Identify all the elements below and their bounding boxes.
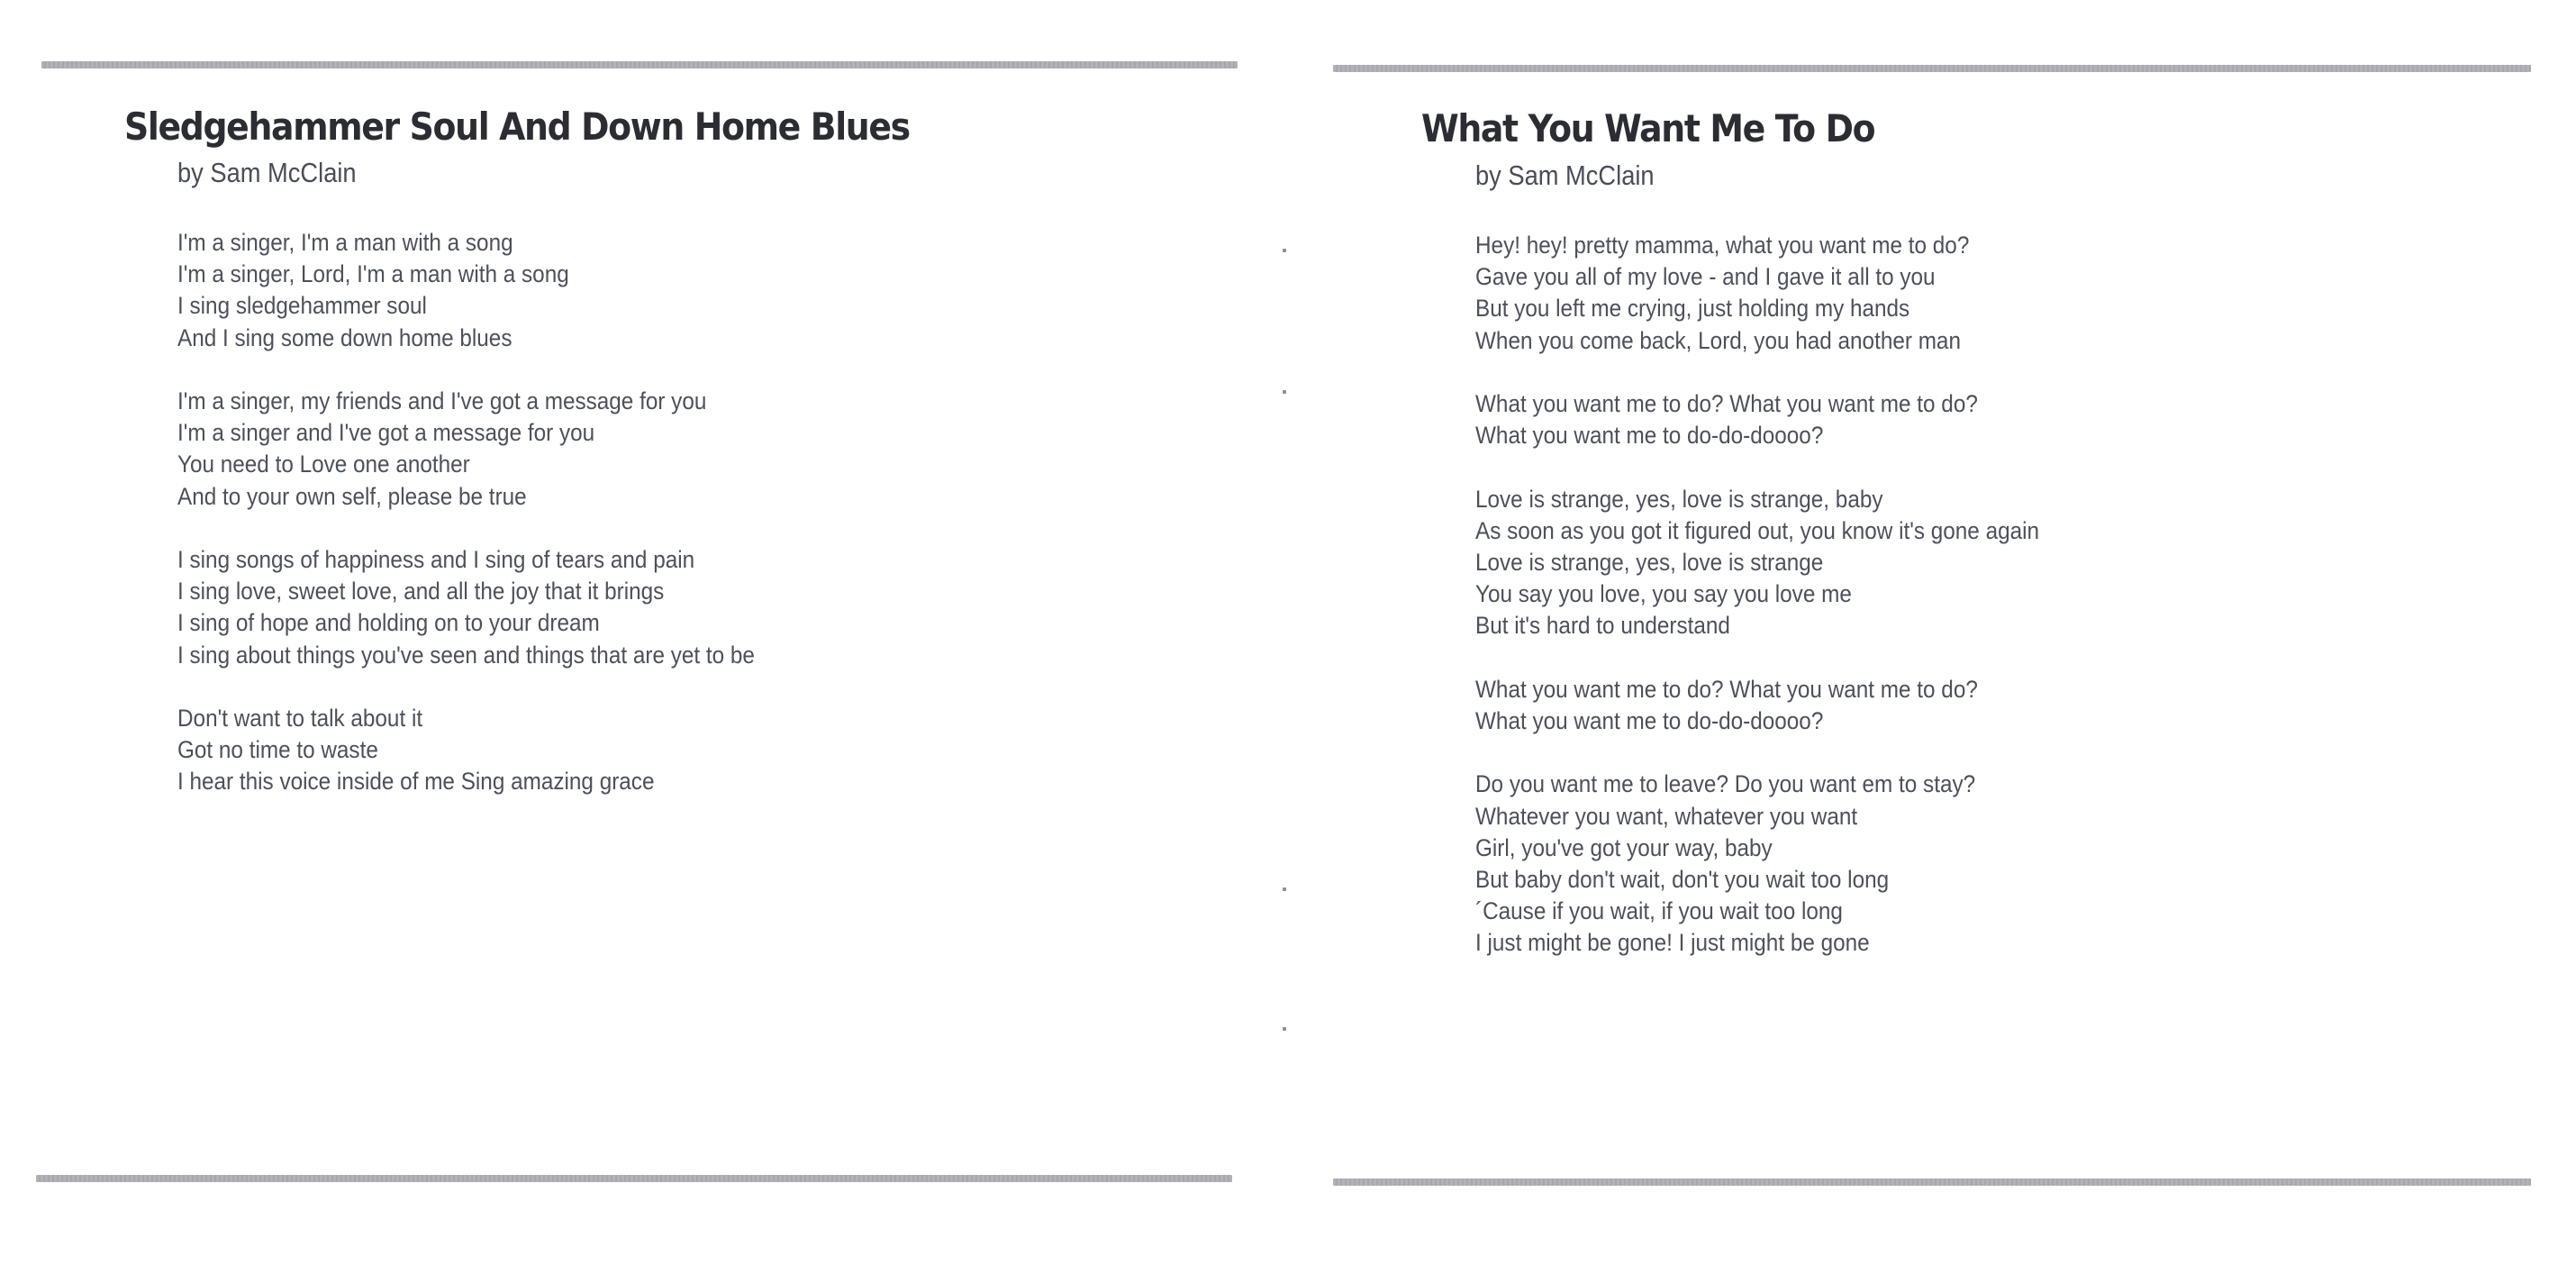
verse	[177, 227, 755, 354]
left-page	[0, 0, 1234, 1265]
lyric-line: What you want me to do? What you want me to do?	[1475, 675, 1978, 703]
song-title: What You Want Me To Do	[1421, 106, 1875, 150]
lyrics	[177, 227, 755, 830]
gutter-mark	[1283, 1027, 1286, 1031]
verse	[1475, 484, 2039, 642]
lyric-line: But it's hard to understand	[1475, 612, 1730, 640]
lyric-line: Do you want me to leave? Do you want em to stay?	[1475, 770, 1976, 798]
lyric-line: I sing sledgehammer soul	[177, 292, 427, 320]
lyric-line: I sing about things you've seen and things that are yet to be	[177, 641, 755, 669]
lyric-line: I just might be gone! I just might be gone	[1475, 929, 1870, 957]
lyric-line: I'm a singer, I'm a man with a song	[177, 229, 513, 256]
lyric-line: I'm a singer, Lord, I'm a man with a song	[177, 260, 569, 288]
gutter-mark	[1283, 390, 1286, 394]
lyric-line: Gave you all of my love - and I gave it all to you	[1475, 263, 1936, 291]
lyric-line: I sing of hope and holding on to your dream	[177, 609, 600, 637]
lyric-line: As soon as you got it figured out, you know it's gone again	[1475, 516, 2040, 544]
lyric-line: You say you love, you say you love me	[1475, 580, 1852, 608]
bottom-rule	[1333, 1179, 2531, 1186]
lyric-line: I'm a singer and I've got a message for you	[177, 419, 595, 447]
lyric-line: But baby don't wait, don't you wait too long	[1475, 866, 1890, 893]
lyric-line: What you want me to do-do-doooo?	[1475, 422, 1824, 450]
lyric-line: Don't want to talk about it	[177, 705, 423, 732]
lyric-line: What you want me to do? What you want me to do?	[1475, 390, 1978, 417]
top-rule	[1333, 65, 2531, 72]
lyric-line: Love is strange, yes, love is strange, baby	[1475, 485, 1883, 513]
lyric-line: When you come back, Lord, you had another man	[1475, 326, 1961, 354]
gutter-mark	[1283, 249, 1286, 252]
verse	[177, 386, 755, 513]
lyric-line: And to your own self, please be true	[177, 482, 527, 510]
top-rule	[41, 61, 1238, 68]
lyric-line: Got no time to waste	[177, 736, 378, 764]
verse	[1475, 674, 2039, 737]
verse	[177, 544, 755, 671]
lyric-line: I sing songs of happiness and I sing of tears and pain	[177, 546, 695, 573]
verse	[1475, 230, 2039, 357]
lyric-line: And I sing some down home blues	[177, 323, 512, 351]
lyric-line: ´Cause if you wait, if you wait too long	[1475, 897, 1843, 925]
lyric-line: Love is strange, yes, love is strange	[1475, 549, 1824, 576]
song-author: by Sam McClain	[1475, 159, 1655, 191]
bottom-rule	[36, 1175, 1232, 1182]
verse	[177, 703, 755, 798]
lyrics	[1475, 230, 2039, 991]
song-title: Sledgehammer Soul And Down Home Blues	[124, 105, 910, 149]
lyric-line: But you left me crying, just holding my hands	[1475, 295, 1910, 323]
lyric-line: What you want me to do-do-doooo?	[1475, 707, 1824, 734]
lyric-line: I hear this voice inside of me Sing amazing grace	[177, 768, 655, 796]
verse	[1475, 388, 2039, 451]
gutter-mark	[1283, 887, 1286, 891]
lyric-line: Girl, you've got your way, baby	[1475, 833, 1773, 861]
lyric-line: I sing love, sweet love, and all the joy that it brings	[177, 578, 665, 605]
lyric-line: You need to Love one another	[177, 450, 470, 478]
song-author: by Sam McClain	[177, 157, 357, 188]
verse	[1475, 769, 2039, 959]
right-page	[1333, 0, 2567, 1265]
lyric-line: I'm a singer, my friends and I've got a message for you	[177, 387, 707, 414]
lyric-line: Hey! hey! pretty mamma, what you want me to do?	[1475, 232, 1970, 259]
lyric-line: Whatever you want, whatever you want	[1475, 802, 1858, 830]
